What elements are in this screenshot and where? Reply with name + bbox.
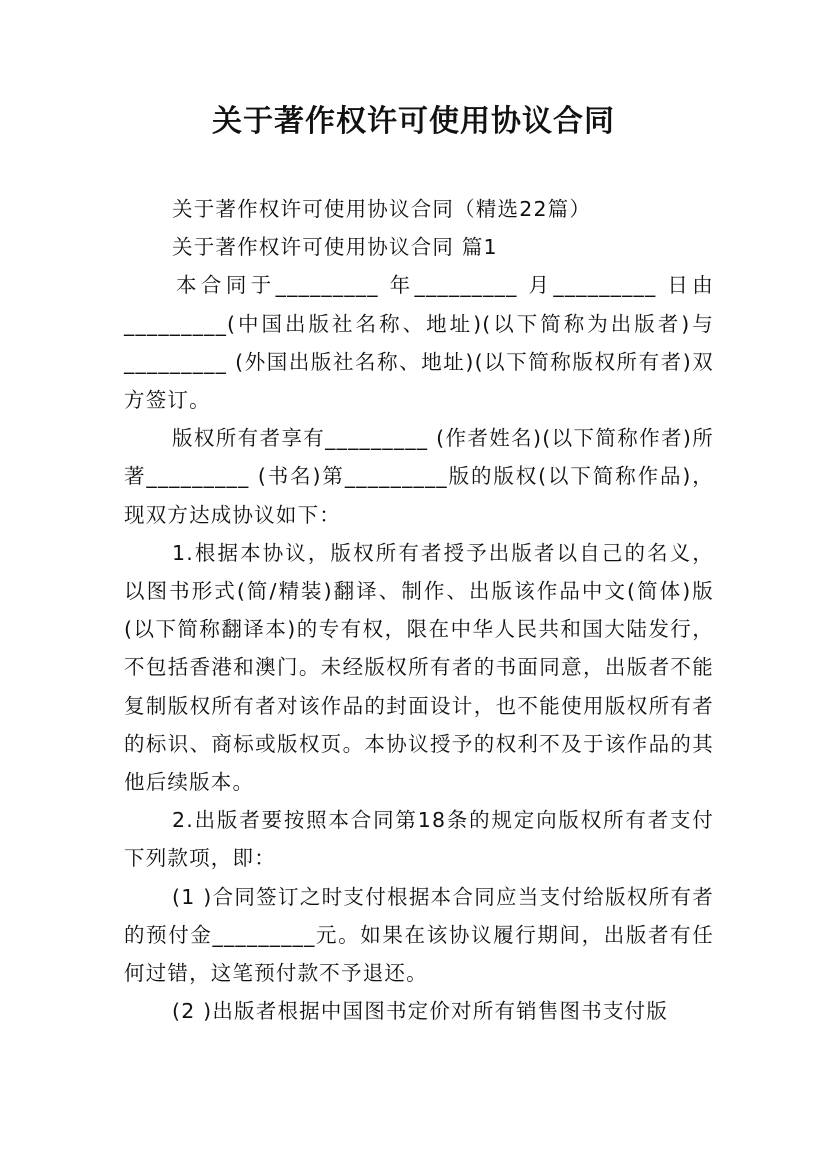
clause-2-item-1: (1 )合同签订之时支付根据本合同应当支付给版权所有者的预付金_________元。如果在该协议履行期间，出版者有任何过错，这笔预付款不予退还。 [124, 884, 714, 986]
paragraph-copyright: 版权所有者享有_________ (作者姓名)(以下简称作者)所著_________ (书名)第_________版的版权(以下简称作品)，现双方达成协议如下： [124, 426, 714, 527]
section-heading: 关于著作权许可使用协议合同 篇1 [172, 235, 498, 260]
paragraph-parties: 本合同于_________ 年_________ 月_________ 日由_________(中国出版社名称、地址)(以下简称为出版者)与_________ (外国出版社名称、地址)(以下简称版权所有者)双方签订。 [124, 273, 714, 413]
document-subtitle: 关于著作权许可使用协议合同（精选22篇） [172, 197, 592, 221]
document-title: 关于著作权许可使用协议合同 [212, 104, 615, 139]
clause-2: 2.出版者要按照本合同第18条的规定向版权所有者支付下列款项，即： [124, 808, 714, 871]
clause-1: 1.根据本协议，版权所有者授予出版者以自己的名义，以图书形式(简/精装)翻译、制作、出版该作品中文(简体)版(以下简称翻译本)的专有权，限在中华人民共和国大陆发行，不包括香港和澳门。未经版权所有者的书面同意，出版者不能复制版权所有者对该作品的封面设计，也不能使用版权所有者的标识、商标或版权页。本协议授予的权利不及于该作品的其他后续版本。 [124, 540, 714, 795]
document-body [124, 190, 714, 1030]
clause-2-item-2: (2 )出版者根据中国图书定价对所有销售图书支付版 [172, 999, 669, 1024]
